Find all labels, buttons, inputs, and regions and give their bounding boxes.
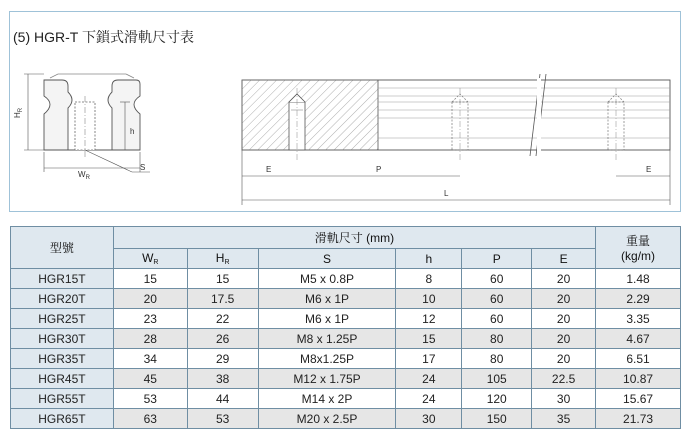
cell-model: HGR20T — [11, 289, 114, 309]
cell-e: 20 — [532, 349, 596, 369]
header-p: P — [462, 249, 532, 269]
header-h: h — [396, 249, 462, 269]
cell-s: M12 x 1.75P — [258, 369, 396, 389]
cell-p: 105 — [462, 369, 532, 389]
header-wr: $W_R$ — [113, 249, 187, 269]
cell-hr: 26 — [187, 329, 258, 349]
cell-s: M8x1.25P — [258, 349, 396, 369]
header-weight: 重量 (kg/m) — [596, 227, 681, 269]
spec-table — [10, 226, 681, 429]
e-left-label: E — [266, 165, 272, 174]
cell-model: HGR45T — [11, 369, 114, 389]
cell-wr: 15 — [113, 269, 187, 289]
hr-label: $H_R$ — [13, 107, 24, 118]
cell-e: 22.5 — [532, 369, 596, 389]
header-dimension-group: 滑軌尺寸 (mm) — [113, 227, 595, 249]
cell-wr: 23 — [113, 309, 187, 329]
cell-s: M5 x 0.8P — [258, 269, 396, 289]
cell-weight: 2.29 — [596, 289, 681, 309]
cell-wr: 28 — [113, 329, 187, 349]
cell-model: HGR35T — [11, 349, 114, 369]
cell-h: 24 — [396, 369, 462, 389]
wr-label: $W_R$ — [78, 170, 90, 181]
h-label: h — [130, 127, 135, 136]
cell-e: 35 — [532, 409, 596, 429]
cell-h: 12 — [396, 309, 462, 329]
cell-h: 30 — [396, 409, 462, 429]
header-e: E — [532, 249, 596, 269]
table-row — [11, 389, 681, 409]
cell-e: 20 — [532, 269, 596, 289]
cell-p: 60 — [462, 309, 532, 329]
page-title: (5) HGR-T 下鎖式滑軌尺寸表 — [13, 29, 194, 45]
cell-wr: 20 — [113, 289, 187, 309]
cell-wr: 34 — [113, 349, 187, 369]
cell-model: HGR65T — [11, 409, 114, 429]
cell-p: 60 — [462, 269, 532, 289]
cell-hr: 15 — [187, 269, 258, 289]
rail-side-view — [242, 74, 670, 205]
cell-h: 24 — [396, 389, 462, 409]
table-row — [11, 289, 681, 309]
cell-wr: 53 — [113, 389, 187, 409]
cell-model: HGR30T — [11, 329, 114, 349]
cell-h: 15 — [396, 329, 462, 349]
cell-e: 20 — [532, 289, 596, 309]
cell-p: 80 — [462, 329, 532, 349]
header-hr: $H_R$ — [187, 249, 258, 269]
cell-hr: 44 — [187, 389, 258, 409]
cell-weight: 6.51 — [596, 349, 681, 369]
cell-h: 10 — [396, 289, 462, 309]
cell-h: 8 — [396, 269, 462, 289]
cell-hr: 22 — [187, 309, 258, 329]
table-row — [11, 369, 681, 389]
cell-p: 60 — [462, 289, 532, 309]
table-row — [11, 329, 681, 349]
cell-weight: 3.35 — [596, 309, 681, 329]
e-right-label: E — [646, 165, 652, 174]
cell-wr: 63 — [113, 409, 187, 429]
table-row — [11, 269, 681, 289]
cell-p: 120 — [462, 389, 532, 409]
cell-e: 30 — [532, 389, 596, 409]
rail-cross-section — [13, 74, 150, 181]
cell-hr: 17.5 — [187, 289, 258, 309]
table-row — [11, 349, 681, 369]
cell-s: M20 x 2.5P — [258, 409, 396, 429]
cell-s: M6 x 1P — [258, 309, 396, 329]
cell-p: 150 — [462, 409, 532, 429]
cell-weight: 15.67 — [596, 389, 681, 409]
cell-model: HGR15T — [11, 269, 114, 289]
table-row — [11, 309, 681, 329]
cell-weight: 21.73 — [596, 409, 681, 429]
cell-s: M14 x 2P — [258, 389, 396, 409]
cell-model: HGR55T — [11, 389, 114, 409]
cell-hr: 38 — [187, 369, 258, 389]
cell-wr: 45 — [113, 369, 187, 389]
cell-s: M6 x 1P — [258, 289, 396, 309]
cell-p: 80 — [462, 349, 532, 369]
cell-hr: 29 — [187, 349, 258, 369]
cell-h: 17 — [396, 349, 462, 369]
cell-weight: 4.67 — [596, 329, 681, 349]
cell-weight: 10.87 — [596, 369, 681, 389]
cell-hr: 53 — [187, 409, 258, 429]
p-label: P — [376, 165, 382, 174]
cell-weight: 1.48 — [596, 269, 681, 289]
cell-s: M8 x 1.25P — [258, 329, 396, 349]
table-row — [11, 409, 681, 429]
cell-model: HGR25T — [11, 309, 114, 329]
cell-e: 20 — [532, 309, 596, 329]
l-label: L — [444, 189, 449, 198]
s-label: S — [140, 163, 146, 172]
cell-e: 20 — [532, 329, 596, 349]
header-model: 型號 — [11, 227, 114, 269]
header-s: S — [258, 249, 396, 269]
